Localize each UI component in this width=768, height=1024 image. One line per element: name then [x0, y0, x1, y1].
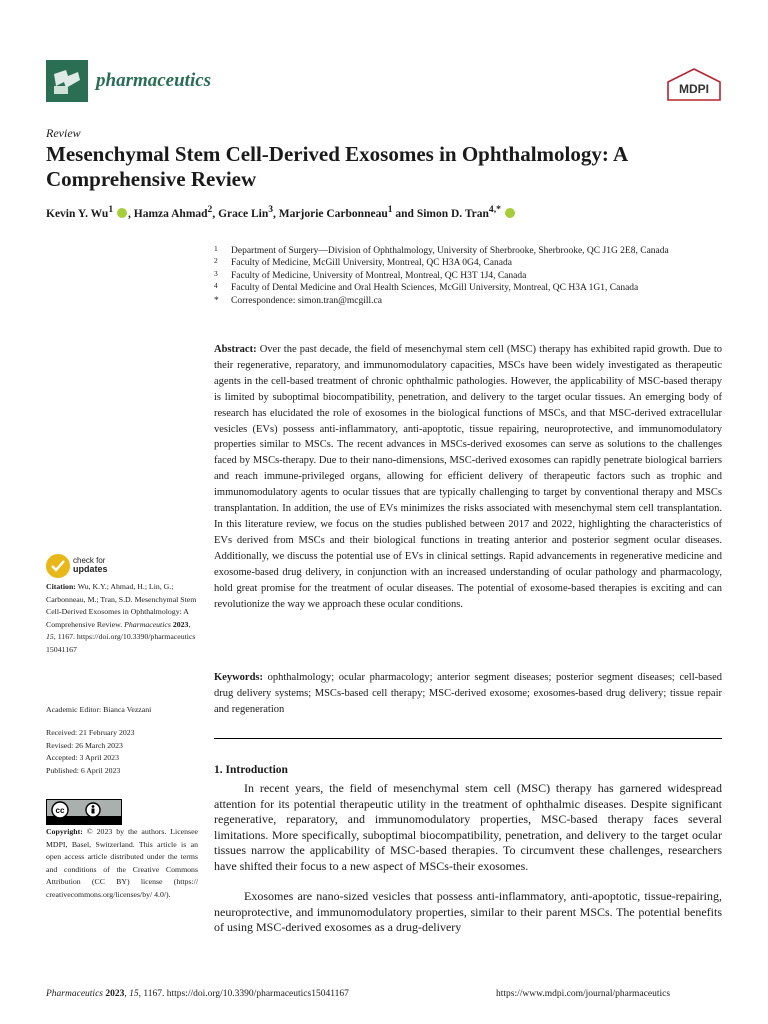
author-name: Kevin Y. Wu — [46, 207, 109, 220]
keywords-text: ophthalmology; ocular pharmacology; anterior segment diseases; posterior segment diseases; cell-based drug delivery systems; MSCs-based cell therapy; MSC-derived exosome; exosomes-based drug delivery; tissue repair and regeneration — [214, 672, 723, 715]
intro-paragraph: Exosomes are nano-sized vesicles that possess anti-inflammatory, anti-apoptotic, tissue-repairing, neuroprotective, and immunomodulatory properties, similar to their parent MSCs. The potential benefits of using MSC-derived exosomes as a drug-delivery — [214, 889, 722, 935]
cc-by-license-icon[interactable] — [46, 799, 122, 825]
author-name: Hamza Ahmad — [133, 207, 208, 220]
copyright-block — [46, 826, 198, 902]
check-for-updates-button[interactable]: check for updates — [46, 554, 126, 584]
journal-name: pharmaceutics — [96, 70, 212, 91]
affiliations: 1 Department of Surgery—Division of Ophthalmology, University of Sherbrooke, Sherbrooke, QC J1G 2E8, Canada 2 Faculty of Medicine, McGill University, Montreal, QC H3A 0G4, Canada 3 Faculty of Medicine, University of Montreal, Montreal, QC H3T 1J4, Canada 4 Faculty of Dental Medicine and Oral Health Sciences, McGill University, Montreal, QC H3A 1G1, Canada * Correspondence: simon.tran@mcgill.ca — [214, 244, 669, 306]
abstract — [214, 342, 722, 612]
copyright-text: © 2023 by the authors. Licensee MDPI, Basel, Switzerland. This article is an open access article distributed under the terms and conditions of the Creative Commons Attribution (CC BY) license (https:// creativecommons.org/licenses/by/ 4.0/). — [46, 827, 198, 899]
mdpi-logo — [666, 68, 722, 102]
article-type: Review — [46, 126, 81, 140]
section-heading: 1. Introduction — [214, 764, 288, 776]
abstract-label: Abstract: — [214, 344, 257, 355]
footer-citation: Pharmaceutics 2023, 15, 1167. https://doi.org/10.3390/pharmaceutics15041167 — [46, 989, 349, 999]
dates-block — [46, 727, 198, 777]
journal-logo-icon — [46, 60, 88, 102]
check-updates-icon — [46, 554, 70, 578]
received-date: Received: 21 February 2023 — [46, 728, 135, 737]
footer-journal-link[interactable]: https://www.mdpi.com/journal/pharmaceutics — [496, 989, 671, 999]
academic-editor: Academic Editor: Bianca Vezzani — [46, 705, 152, 714]
copyright-label: Copyright: — [46, 827, 83, 836]
intro-paragraph: In recent years, the field of mesenchymal stem cell (MSC) therapy has garnered widespread attention for its potential therapeutic utility in the treatment of ophthalmic diseases. Despite significant regenerative, reparatory, and immunomodulatory properties, MSC-based therapy faces several limitations. More specifically, suboptimal biocompatibility, penetration, and delivery to the target ocular tissues narrow the applicability of MSC-based therapies. To circumvent these challenges, researchers have shifted their focus to a new aspect of MSCs-their exosomes. — [214, 781, 722, 873]
correspondence-text[interactable]: Correspondence: simon.tran@mcgill.ca — [231, 295, 382, 306]
accepted-date: Accepted: 3 April 2023 — [46, 753, 119, 763]
author-list: Kevin Y. Wu$^1$ , Hamza Ahmad$^2$, Grace Lin$^3$, Marjorie Carbonneau$^1$ and Simon D. Tran$^{4,*}$ — [46, 204, 726, 220]
citation-doi-link[interactable]: https://doi.org/10.3390/pharmaceutics15041167 — [46, 632, 196, 654]
svg-text:cc: cc — [55, 806, 65, 815]
abstract-text: Over the past decade, the field of mesenchymal stem cell (MSC) therapy has exhibited rapid growth. Due to their regenerative, reparatory, and immunomodulatory capacities, MSCs have been widely investigated as therapeutic agents in the cell-based treatment of chronic ophthalmic pathologies. However, the applicability of MSC-based therapy is limited by suboptimal biocompatibility, penetration, and delivery to the target ocular tissues. An emerging body of research has elucidated the role of exosomes in the biological functions of MSCs, and that MSC-derived extracellular vesicles (EVs) possess anti-inflammatory, anti-apoptotic, tissue repairing, neuroprotective, and immunomodulatory properties similar to MSCs. The recent advances in MSCs-derived exosomes can serve as solutions to the challenges faced by MSCs-therapy. Due to their nano-dimensions, MSC-derived exosomes can rapidly penetrate biological barriers and reach immune-privileged organs, allowing for efficient delivery of therapeutic factors such as trophic and immunomodulatory agents to ocular tissues that are typically challenging to target by conventional therapy and MSCs transplantation. In addition, the use of EVs minimizes the risks associated with mesenchymal stem cell transplantation. In this literature review, we focus on the studies published between 2017 and 2022, highlighting the characteristics of EVs derived from MSCs and their biological functions in treating anterior and posterior segment ocular diseases. Additionally, we discuss the potential use of EVs in clinical settings. Rapid advancements in regenerative medicine and exosome-based drug delivery, in conjunction with an increased understanding of ocular pathology and pharmacology, hold great promise for the treatment of ocular diseases. The potential of exosome-based therapies is exciting and can revolutionize the way we approach these ocular conditions. — [214, 344, 722, 610]
keywords — [214, 670, 722, 718]
affiliation-text: Faculty of Medicine, University of Montreal, Montreal, QC H3T 1J4, Canada — [231, 270, 527, 281]
divider — [214, 738, 722, 739]
author-name: Marjorie Carbonneau — [278, 207, 388, 220]
author-name: Simon D. Tran — [416, 207, 489, 220]
author-name: Grace Lin — [218, 207, 269, 220]
svg-text:MDPI: MDPI — [679, 82, 709, 96]
citation-block: Citation: Wu, K.Y.; Ahmad, H.; Lin, G.; Carbonneau, M.; Tran, S.D. Mesenchymal Stem Cell-Derived Exosomes in Ophthalmology: A Comprehensive Review. Pharmaceutics 2023, 15, 1167. https://doi.org/10.3390/pharmaceutics15041167 — [46, 582, 197, 654]
orcid-icon[interactable] — [505, 208, 515, 218]
page-title: Mesenchymal Stem Cell-Derived Exosomes in Ophthalmology: A Comprehensive Review — [46, 142, 627, 191]
keywords-label: Keywords: — [214, 672, 263, 683]
published-date: Published: 6 April 2023 — [46, 765, 121, 775]
revised-date: Revised: 26 March 2023 — [46, 740, 123, 750]
citation-label: Citation: — [46, 582, 76, 591]
citation-text: Wu, K.Y.; Ahmad, H.; Lin, G.; Carbonneau, M.; Tran, S.D. Mesenchymal Stem Cell-Derived Exosomes in Ophthalmology: A Comprehensive Review. — [46, 582, 197, 629]
affiliation-text: Department of Surgery—Division of Ophthalmology, University of Sherbrooke, Sherbrooke, QC J1G 2E8, Canada — [231, 246, 669, 256]
orcid-icon[interactable] — [117, 208, 127, 218]
affiliation-text: Faculty of Dental Medicine and Oral Health Sciences, McGill University, Montreal, QC H3A 1G1, Canada — [231, 283, 639, 294]
footer-doi-link[interactable]: 1167. https://doi.org/10.3390/pharmaceutics15041167 — [143, 989, 349, 999]
affiliation-text: Faculty of Medicine, McGill University, Montreal, QC H3A 0G4, Canada — [231, 258, 512, 269]
